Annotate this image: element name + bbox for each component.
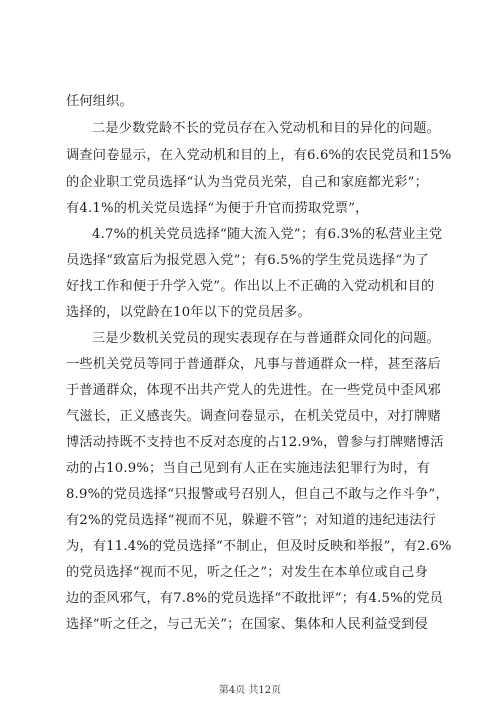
- text-line: 任何组织。: [66, 94, 133, 109]
- text-line: 4.7%的机关党员选择“随大流入党”；有6.3%的私营业主党: [92, 227, 443, 242]
- text-line: 动的占10.9%；当自己见到有人正在实施违法犯罪行为时，有: [66, 461, 431, 476]
- text-line: 的党员选择“视而不见，听之任之”；对发生在本单位或自己身: [66, 565, 428, 580]
- text-line: 边的歪风邪气，有7.8%的党员选择“不敢批评”；有4.5%的党员: [66, 591, 444, 606]
- text-line: 一些机关党员等同于普通群众，凡事与普通群众一样，甚至落后: [66, 357, 441, 372]
- text-line: 于普通群众，体现不出共产党人的先进性。在一些党员中歪风邪: [66, 383, 441, 398]
- text-line: 为，有11.4%的党员选择“不制止，但及时反映和举报”，有2.6%: [66, 539, 452, 554]
- text-line: 选择“听之任之，与己无关”；在国家、集体和人民利益受到侵: [66, 617, 428, 632]
- text-line: 调查问卷显示，在入党动机和目的上，有6.6%的农民党员和15%: [66, 148, 452, 163]
- text-line: 三是少数机关党员的现实表现存在与普通群众同化的问题。: [92, 331, 441, 346]
- text-line: 的企业职工党员选择“认为当党员光荣，自己和家庭都光彩”；: [66, 175, 428, 190]
- text-line: 选择的，以党龄在10年以下的党员居多。: [66, 305, 311, 320]
- text-line: 有4.1%的机关党员选择“为便于升官而捞取党票”，: [66, 201, 369, 216]
- text-line: 二是少数党龄不长的党员存在入党动机和目的异化的问题。: [92, 121, 441, 136]
- text-line: 好找工作和便于升学入党”。作出以上不正确的入党动机和目的: [66, 279, 435, 294]
- text-line: 员选择“致富后为报党恩入党”；有6.5%的学生党员选择“为了: [66, 253, 430, 268]
- text-line: 博活动持既不支持也不反对态度的占12.9%，曾参与打牌赌博活: [66, 435, 444, 450]
- text-line: 8.9%的党员选择“只报警或号召别人，但自己不敢与之作斗争”，: [66, 487, 449, 502]
- text-line: 有2%的党员选择“视而不见，躲避不管”；对知道的违纪违法行: [66, 513, 436, 528]
- text-line: 气滋长，正义感丧失。调查问卷显示，在机关党员中，对打牌赌: [66, 409, 441, 424]
- page-footer: 第4页 共12页: [218, 685, 282, 696]
